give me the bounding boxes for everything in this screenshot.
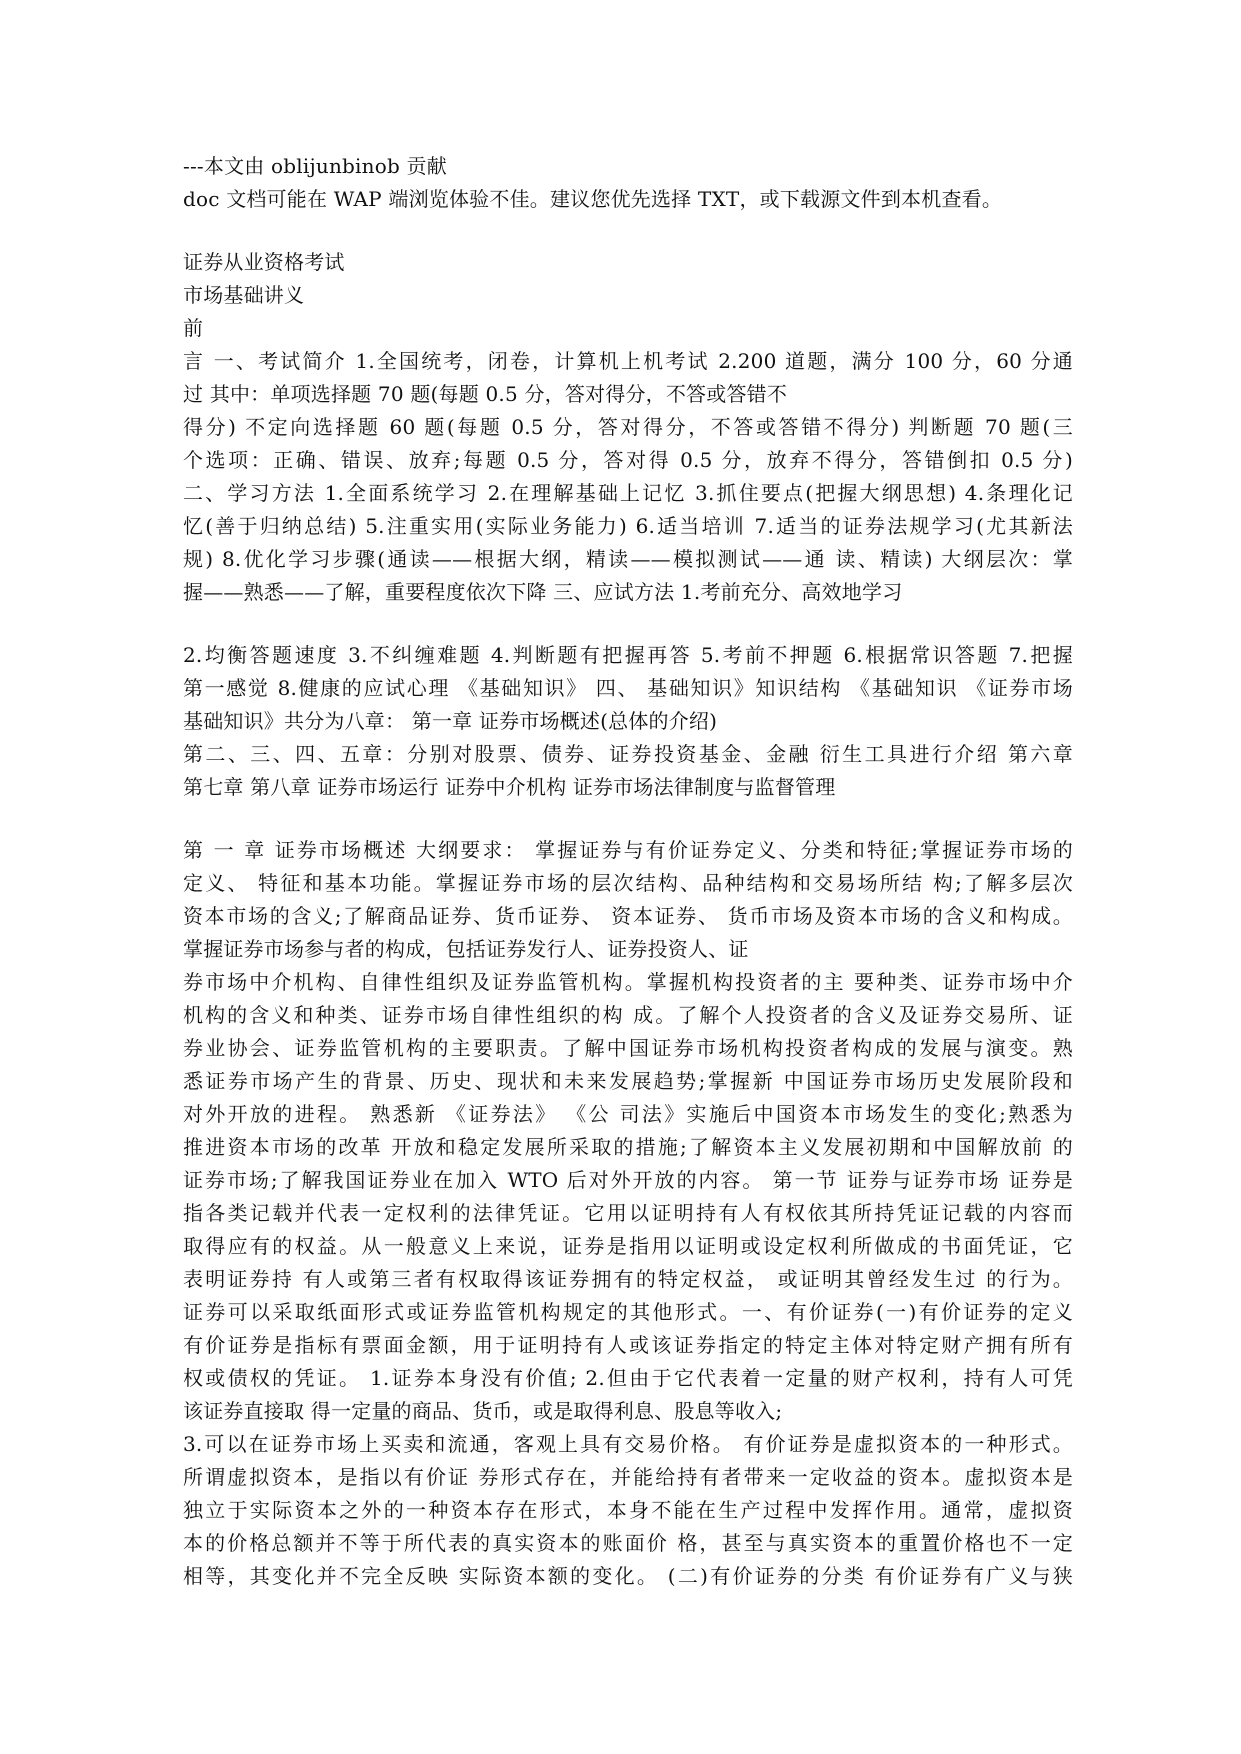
text-line: 证券可以采取纸面形式或证券监管机构规定的其他形式。一、有价证券(一)有价证券的定义 xyxy=(183,1300,1073,1324)
text-line: 第七章 第八章 证券市场运行 证券中介机构 证券市场法律制度与监督管理 xyxy=(183,775,836,799)
doc-subtitle: 市场基础讲义 xyxy=(183,283,305,307)
text-line: 得分) 不定向选择题 60 题(每题 0.5 分，答对得分，不答或答错不得分) 判断题 70 题(三 xyxy=(183,415,1073,439)
paragraph-exam-strategy xyxy=(183,639,1073,804)
text-line: 该证券直接取 得一定量的商品、货币，或是取得利息、股息等收入; xyxy=(183,1399,783,1423)
text-line: 证券市场;了解我国证券业在加入 WTO 后对外开放的内容。 第一节 证券与证券市场 证券是 xyxy=(183,1168,1073,1192)
text-line: 指各类记载并代表一定权利的法律凭证。它用以证明持有人有权依其所持凭证记载的内容而 xyxy=(183,1201,1073,1225)
text-line: 有价证券是指标有票面金额，用于证明持有人或该证券指定的特定主体对特定财产拥有所有 xyxy=(183,1333,1073,1357)
paragraph-chapter-one xyxy=(183,834,1073,1593)
text-line: 第一感觉 8.健康的应试心理 《基础知识》 四、 基础知识》知识结构 《基础知识 《证券市场 xyxy=(183,676,1073,700)
text-line: 取得应有的权益。从一般意义上来说，证券是指用以证明或设定权利所做成的书面凭证，它 xyxy=(183,1234,1073,1258)
text-line: 第二、三、四、五章：分别对股票、债券、证券投资基金、金融 衍生工具进行介绍 第六章 xyxy=(183,742,1073,766)
preface-heading: 前 xyxy=(183,316,204,340)
spacer xyxy=(183,216,1073,246)
text-line: 2.均衡答题速度 3.不纠缠难题 4.判断题有把握再答 5.考前不押题 6.根据常识答题 7.把握 xyxy=(183,643,1073,667)
document-body xyxy=(183,150,1073,1593)
text-line: 权或债权的凭证。 1.证券本身没有价值; 2.但由于它代表着一定量的财产权利，持有人可凭 xyxy=(183,1366,1073,1390)
text-line: 机构的含义和种类、证券市场自律性组织的构 成。了解个人投资者的含义及证券交易所、证 xyxy=(183,1003,1073,1027)
text-line: 悉证券市场产生的背景、历史、现状和未来发展趋势;掌握新 中国证券市场历史发展阶段和 xyxy=(183,1069,1073,1093)
text-line: 资本市场的含义;了解商品证券、货币证券、 资本证券、 货币市场及资本市场的含义和构成。 xyxy=(183,904,1073,928)
text-line: 握——熟悉——了解，重要程度依次下降 三、应试方法 1.考前充分、高效地学习 xyxy=(183,580,903,604)
text-line: 所谓虚拟资本，是指以有价证 券形式存在，并能给持有者带来一定收益的资本。虚拟资本是 xyxy=(183,1465,1073,1489)
text-line: 个选项：正确、错误、放弃;每题 0.5 分，答对得 0.5 分，放弃不得分，答错倒扣 0.5 分) xyxy=(183,448,1073,472)
text-line: 3.可以在证券市场上买卖和流通，客观上具有交易价格。 有价证券是虚拟资本的一种形式。 xyxy=(183,1432,1073,1456)
text-line: 券业协会、证券监管机构的主要职责。了解中国证券市场机构投资者构成的发展与演变。熟 xyxy=(183,1036,1073,1060)
text-line: 券市场中介机构、自律性组织及证券监管机构。掌握机构投资者的主 要种类、证券市场中介 xyxy=(183,970,1073,994)
paragraph-exam-intro xyxy=(183,345,1073,609)
text-line: 相等，其变化并不完全反映 实际资本额的变化。 (二)有价证券的分类 有价证券有广义与狭 xyxy=(183,1564,1073,1588)
text-line: 对外开放的进程。 熟悉新 《证券法》 《公 司法》实施后中国资本市场发生的变化;熟悉为 xyxy=(183,1102,1073,1126)
spacer xyxy=(183,609,1073,639)
text-line: 掌握证券市场参与者的构成，包括证券发行人、证券投资人、证 xyxy=(183,937,749,961)
text-line: 过 其中：单项选择题 70 题(每题 0.5 分，答对得分，不答或答错不 xyxy=(183,382,788,406)
doc-title: 证券从业资格考试 xyxy=(183,250,345,274)
text-line: 第 一 章 证券市场概述 大纲要求： 掌握证券与有价证券定义、分类和特征;掌握证券市场的 xyxy=(183,838,1073,862)
format-notice: doc 文档可能在 WAP 端浏览体验不佳。建议您优先选择 TXT，或下载源文件到本机查看。 xyxy=(183,187,1003,211)
text-line: 独立于实际资本之外的一种资本存在形式，本身不能在生产过程中发挥作用。通常，虚拟资 xyxy=(183,1498,1073,1522)
text-line: 本的价格总额并不等于所代表的真实资本的账面价 格，甚至与真实资本的重置价格也不一定 xyxy=(183,1531,1073,1555)
spacer xyxy=(183,804,1073,834)
text-line: 表明证券持 有人或第三者有权取得该证券拥有的特定权益， 或证明其曾经发生过 的行为。 xyxy=(183,1267,1073,1291)
contributor-line: ---本文由 oblijunbinob 贡献 xyxy=(183,154,447,178)
text-line: 定义、 特征和基本功能。掌握证券市场的层次结构、品种结构和交易场所结 构;了解多层次 xyxy=(183,871,1073,895)
text-line: 基础知识》共分为八章： 第一章 证券市场概述(总体的介绍) xyxy=(183,709,718,733)
text-line: 忆(善于归纳总结) 5.注重实用(实际业务能力) 6.适当培训 7.适当的证券法规学习(尤其新法 xyxy=(183,514,1073,538)
text-line: 推进资本市场的改革 开放和稳定发展所采取的措施;了解资本主义发展初期和中国解放前 的 xyxy=(183,1135,1073,1159)
text-line: 二、学习方法 1.全面系统学习 2.在理解基础上记忆 3.抓住要点(把握大纲思想) 4.条理化记 xyxy=(183,481,1073,505)
text-line: 言 一、考试简介 1.全国统考，闭卷，计算机上机考试 2.200 道题，满分 100 分，60 分通 xyxy=(183,349,1073,373)
text-line: 规) 8.优化学习步骤(通读——根据大纲，精读——模拟测试——通 读、精读) 大纲层次：掌 xyxy=(183,547,1073,571)
